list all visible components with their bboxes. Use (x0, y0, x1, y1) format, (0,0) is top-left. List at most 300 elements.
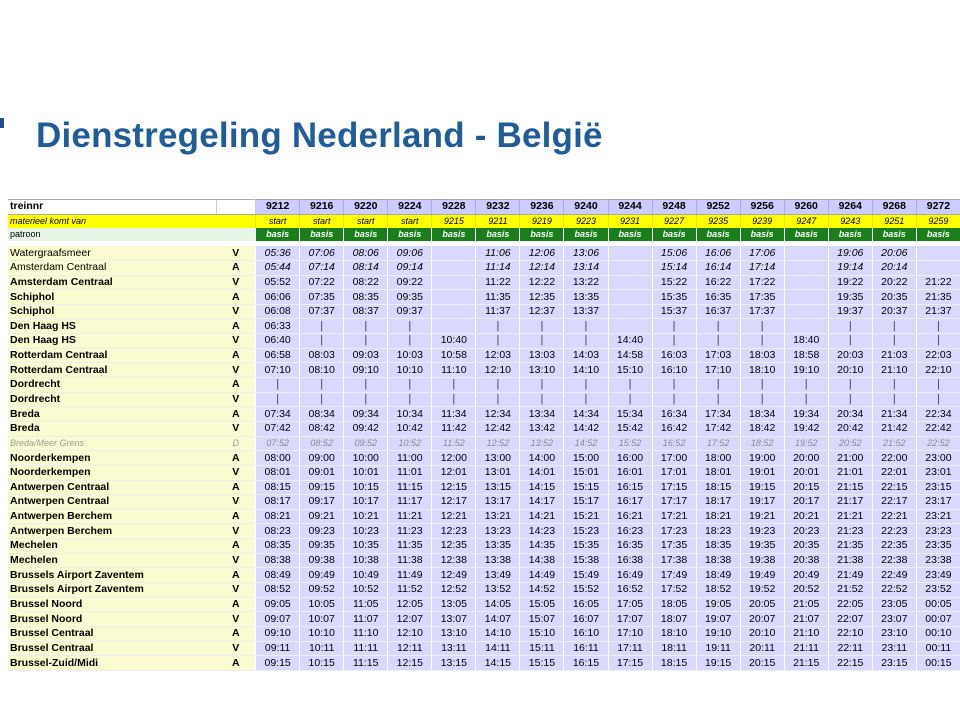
page-title: Dienstregeling Nederland - België (36, 116, 603, 155)
material-origin: start (344, 214, 388, 228)
arrival-departure-code: A (216, 378, 255, 393)
time-cell: 20:01 (784, 465, 828, 480)
arrival-departure-code: V (216, 612, 255, 627)
pattern-value: basis (608, 228, 652, 241)
station-name: Schiphol (8, 304, 216, 319)
table-row (8, 348, 960, 363)
time-cell: 11:23 (388, 524, 432, 539)
time-cell: | (564, 378, 608, 393)
time-cell: | (520, 392, 564, 407)
time-cell: 17:23 (652, 524, 696, 539)
time-cell (784, 260, 828, 275)
time-cell: | (300, 392, 344, 407)
time-cell: 22:42 (916, 421, 960, 436)
time-cell: 07:37 (300, 304, 344, 319)
time-cell: 09:10 (256, 626, 300, 641)
time-cell: 21:52 (872, 436, 916, 451)
slide-accent-bar (0, 118, 4, 128)
time-cell: 18:42 (740, 421, 784, 436)
time-cell: 20:14 (872, 260, 916, 275)
time-cell: 19:37 (828, 304, 872, 319)
time-cell: 12:06 (520, 246, 564, 260)
pattern-value: basis (520, 228, 564, 241)
time-cell: | (476, 392, 520, 407)
arrival-departure-code: V (216, 363, 255, 378)
time-cell: 10:00 (344, 451, 388, 466)
station-name: Breda (8, 421, 216, 436)
time-cell: 21:15 (828, 480, 872, 495)
station-name: Brussel Centraal (8, 641, 216, 656)
time-cell: 08:10 (300, 363, 344, 378)
time-cell: 07:34 (256, 407, 300, 422)
time-cell: 21:07 (784, 612, 828, 627)
time-cell: 06:33 (256, 319, 300, 334)
time-cell: 14:21 (520, 509, 564, 524)
time-cell: 21:15 (784, 656, 828, 671)
time-cell: 08:35 (344, 290, 388, 305)
time-cell: 22:49 (872, 568, 916, 583)
time-cell: 18:03 (740, 348, 784, 363)
time-cell: | (652, 392, 696, 407)
time-cell: 11:11 (344, 641, 388, 656)
header-row (8, 200, 960, 215)
time-cell: 11:14 (476, 260, 520, 275)
train-number: 9216 (300, 200, 344, 215)
arrival-departure-code: V (216, 421, 255, 436)
time-cell: 12:21 (432, 509, 476, 524)
time-cell: 23:00 (916, 451, 960, 466)
time-cell: 22:35 (872, 539, 916, 554)
time-cell: 12:17 (432, 495, 476, 510)
arrival-departure-code: A (216, 597, 255, 612)
time-cell: 21:10 (872, 363, 916, 378)
time-cell: 18:40 (784, 334, 828, 349)
time-cell: | (520, 334, 564, 349)
material-origin: 9239 (740, 214, 784, 228)
material-origin: 9251 (872, 214, 916, 228)
time-cell: 16:52 (608, 583, 652, 598)
time-cell: 18:34 (740, 407, 784, 422)
time-cell: 16:38 (608, 553, 652, 568)
time-cell: 19:23 (740, 524, 784, 539)
time-cell: 10:05 (300, 597, 344, 612)
time-cell: 17:10 (696, 363, 740, 378)
time-cell: 09:14 (388, 260, 432, 275)
time-cell: 10:01 (344, 465, 388, 480)
time-cell: 21:52 (828, 583, 872, 598)
time-cell: 16:01 (608, 465, 652, 480)
timetable (8, 199, 960, 671)
material-origin: start (256, 214, 300, 228)
arrival-departure-code: V (216, 275, 255, 290)
time-cell: 21:03 (872, 348, 916, 363)
table-row (8, 495, 960, 510)
time-cell: | (916, 319, 960, 334)
arrival-departure-code: V (216, 553, 255, 568)
time-cell (608, 260, 652, 275)
time-cell: 20:35 (784, 539, 828, 554)
material-origin: 9247 (784, 214, 828, 228)
time-cell: | (344, 319, 388, 334)
time-cell: 17:35 (740, 290, 784, 305)
time-cell: 12:35 (432, 539, 476, 554)
time-cell: 17:03 (696, 348, 740, 363)
station-name: Noorderkempen (8, 451, 216, 466)
time-cell: 10:34 (388, 407, 432, 422)
time-cell: 15:52 (564, 583, 608, 598)
table-row (8, 553, 960, 568)
time-cell: 21:35 (916, 290, 960, 305)
time-cell: 09:34 (344, 407, 388, 422)
time-cell: 19:05 (696, 597, 740, 612)
time-cell: 17:15 (608, 656, 652, 671)
time-cell: 19:38 (740, 553, 784, 568)
time-cell: 18:01 (696, 465, 740, 480)
time-cell: 12:35 (520, 290, 564, 305)
time-cell: 15:52 (608, 436, 652, 451)
time-cell: 08:52 (300, 436, 344, 451)
time-cell: 11:37 (476, 304, 520, 319)
time-cell: | (476, 378, 520, 393)
time-cell: 11:06 (476, 246, 520, 260)
time-cell: 15:14 (652, 260, 696, 275)
time-cell (784, 246, 828, 260)
time-cell: 13:23 (476, 524, 520, 539)
time-cell: 18:07 (652, 612, 696, 627)
time-cell: 17:21 (652, 509, 696, 524)
time-cell: 10:17 (344, 495, 388, 510)
pattern-value: basis (740, 228, 784, 241)
time-cell: 09:35 (388, 290, 432, 305)
time-cell: 20:06 (872, 246, 916, 260)
time-cell: 09:49 (300, 568, 344, 583)
time-cell: | (784, 378, 828, 393)
time-cell: | (256, 378, 300, 393)
time-cell: | (740, 378, 784, 393)
pattern-row (8, 228, 960, 241)
pattern-av-cell (216, 228, 255, 241)
time-cell: 08:21 (256, 509, 300, 524)
time-cell: 12:49 (432, 568, 476, 583)
train-number: 9264 (828, 200, 872, 215)
time-cell: 09:10 (344, 363, 388, 378)
station-name: Brussel-Zuid/Midi (8, 656, 216, 671)
time-cell: 16:35 (608, 539, 652, 554)
time-cell: | (740, 392, 784, 407)
time-cell: 09:37 (388, 304, 432, 319)
time-cell: 12:15 (432, 480, 476, 495)
time-cell: 21:10 (784, 626, 828, 641)
time-cell: 14:49 (520, 568, 564, 583)
time-cell: 11:22 (476, 275, 520, 290)
time-cell: 21:42 (872, 421, 916, 436)
time-cell: 23:35 (916, 539, 960, 554)
time-cell: | (916, 378, 960, 393)
time-cell: 14:23 (520, 524, 564, 539)
arrival-departure-code: A (216, 539, 255, 554)
time-cell (432, 275, 476, 290)
time-cell: 15:01 (564, 465, 608, 480)
time-cell: 19:42 (784, 421, 828, 436)
time-cell: | (608, 392, 652, 407)
time-cell: 19:49 (740, 568, 784, 583)
time-cell: | (828, 378, 872, 393)
time-cell: 08:06 (344, 246, 388, 260)
time-cell: 17:22 (740, 275, 784, 290)
time-cell: | (696, 392, 740, 407)
time-cell: 00:05 (916, 597, 960, 612)
material-origin: 9231 (608, 214, 652, 228)
time-cell: 15:35 (652, 290, 696, 305)
time-cell: | (520, 319, 564, 334)
time-cell: 13:52 (520, 436, 564, 451)
time-cell: 20:35 (872, 290, 916, 305)
time-cell: 15:42 (608, 421, 652, 436)
time-cell: 10:40 (432, 334, 476, 349)
time-cell: 15:10 (608, 363, 652, 378)
time-cell: 12:52 (432, 583, 476, 598)
time-cell (608, 246, 652, 260)
arrival-departure-code: A (216, 626, 255, 641)
time-cell: 15:37 (652, 304, 696, 319)
time-cell: | (564, 334, 608, 349)
material-origin: 9235 (696, 214, 740, 228)
time-cell: 16:15 (564, 656, 608, 671)
time-cell: 16:35 (696, 290, 740, 305)
station-name: Breda/Meer Grens (8, 436, 216, 451)
time-cell: | (652, 334, 696, 349)
table-row (8, 407, 960, 422)
time-cell: 22:10 (828, 626, 872, 641)
time-cell: 16:23 (608, 524, 652, 539)
time-cell: 20:07 (740, 612, 784, 627)
pattern-value: basis (784, 228, 828, 241)
time-cell: 11:52 (432, 436, 476, 451)
arrival-departure-code: V (216, 524, 255, 539)
time-cell: 15:22 (652, 275, 696, 290)
time-cell: 22:11 (828, 641, 872, 656)
station-name: Brussels Airport Zaventem (8, 568, 216, 583)
time-cell: 15:00 (564, 451, 608, 466)
station-name: Mechelen (8, 553, 216, 568)
time-cell: | (784, 392, 828, 407)
time-cell: 15:15 (564, 480, 608, 495)
train-number: 9224 (388, 200, 432, 215)
time-cell: 10:52 (344, 583, 388, 598)
time-cell: 13:03 (520, 348, 564, 363)
time-cell: | (432, 392, 476, 407)
material-av-cell (216, 214, 255, 228)
time-cell: | (520, 378, 564, 393)
time-cell: 19:15 (696, 656, 740, 671)
station-name: Amsterdam Centraal (8, 260, 216, 275)
time-cell: 13:22 (564, 275, 608, 290)
time-cell: 20:34 (828, 407, 872, 422)
time-cell: 20:23 (784, 524, 828, 539)
time-cell: | (300, 319, 344, 334)
station-name: Watergraafsmeer (8, 246, 216, 260)
time-cell: 11:15 (344, 656, 388, 671)
time-cell: | (256, 392, 300, 407)
time-cell: 15:07 (520, 612, 564, 627)
time-cell: 18:15 (652, 656, 696, 671)
time-cell: 19:07 (696, 612, 740, 627)
time-cell: 12:05 (388, 597, 432, 612)
time-cell: 08:03 (300, 348, 344, 363)
time-cell: 15:10 (520, 626, 564, 641)
time-cell: 23:21 (916, 509, 960, 524)
material-origin: start (388, 214, 432, 228)
table-row (8, 597, 960, 612)
time-cell: 10:11 (300, 641, 344, 656)
train-number: 9272 (916, 200, 960, 215)
time-cell: 20:22 (872, 275, 916, 290)
time-cell: 13:00 (476, 451, 520, 466)
time-cell: 08:17 (256, 495, 300, 510)
time-cell: | (916, 392, 960, 407)
time-cell: 16:00 (608, 451, 652, 466)
arrival-departure-code: V (216, 583, 255, 598)
time-cell: 17:17 (652, 495, 696, 510)
time-cell: 17:06 (740, 246, 784, 260)
time-cell: 16:03 (652, 348, 696, 363)
time-cell: | (740, 334, 784, 349)
time-cell: 22:00 (872, 451, 916, 466)
time-cell: 09:15 (256, 656, 300, 671)
time-cell: 11:35 (476, 290, 520, 305)
time-cell: 18:58 (784, 348, 828, 363)
time-cell: 13:10 (432, 626, 476, 641)
time-cell: | (828, 392, 872, 407)
time-cell: 11:42 (432, 421, 476, 436)
time-cell: 22:15 (872, 480, 916, 495)
time-cell: 00:15 (916, 656, 960, 671)
time-cell: 15:35 (564, 539, 608, 554)
station-name: Dordrecht (8, 392, 216, 407)
arrival-departure-code: V (216, 334, 255, 349)
pattern-value: basis (432, 228, 476, 241)
time-cell: 18:21 (696, 509, 740, 524)
time-cell: 11:10 (432, 363, 476, 378)
time-cell: 19:22 (828, 275, 872, 290)
time-cell: 20:21 (784, 509, 828, 524)
pattern-value: basis (476, 228, 520, 241)
train-number: 9268 (872, 200, 916, 215)
time-cell: 08:42 (300, 421, 344, 436)
material-origin: 9227 (652, 214, 696, 228)
time-cell: 20:49 (784, 568, 828, 583)
time-cell: 21:49 (828, 568, 872, 583)
time-cell: 10:03 (388, 348, 432, 363)
time-cell: 22:01 (872, 465, 916, 480)
time-cell: 22:38 (872, 553, 916, 568)
train-number: 9256 (740, 200, 784, 215)
time-cell (432, 260, 476, 275)
time-cell: 14:38 (520, 553, 564, 568)
time-cell: 17:00 (652, 451, 696, 466)
train-number: 9244 (608, 200, 652, 215)
arrival-departure-code: V (216, 641, 255, 656)
arrival-departure-code: A (216, 451, 255, 466)
arrival-departure-code: A (216, 407, 255, 422)
time-cell: 09:05 (256, 597, 300, 612)
table-row (8, 275, 960, 290)
station-name: Den Haag HS (8, 334, 216, 349)
time-cell: 21:34 (872, 407, 916, 422)
time-cell: 09:11 (256, 641, 300, 656)
time-cell: 09:52 (344, 436, 388, 451)
time-cell: 13:38 (476, 553, 520, 568)
station-name: Antwerpen Centraal (8, 495, 216, 510)
time-cell: | (388, 319, 432, 334)
time-cell: 12:11 (388, 641, 432, 656)
time-cell: 22:34 (916, 407, 960, 422)
time-cell: 09:23 (300, 524, 344, 539)
train-number: 9248 (652, 200, 696, 215)
time-cell: 20:52 (828, 436, 872, 451)
time-cell: | (388, 334, 432, 349)
time-cell: 15:06 (652, 246, 696, 260)
time-cell: 13:15 (432, 656, 476, 671)
time-cell: 15:11 (520, 641, 564, 656)
time-cell: 08:00 (256, 451, 300, 466)
time-cell: 21:38 (828, 553, 872, 568)
time-cell: 08:37 (344, 304, 388, 319)
time-cell: 08:22 (344, 275, 388, 290)
pattern-label: patroon (8, 228, 216, 241)
time-cell: 10:07 (300, 612, 344, 627)
time-cell: | (300, 334, 344, 349)
time-cell: 14:10 (564, 363, 608, 378)
table-row (8, 539, 960, 554)
time-cell: 07:52 (256, 436, 300, 451)
time-cell: 16:52 (652, 436, 696, 451)
table-row (8, 480, 960, 495)
time-cell: 09:21 (300, 509, 344, 524)
time-cell: 19:34 (784, 407, 828, 422)
time-cell: 22:07 (828, 612, 872, 627)
time-cell: 10:58 (432, 348, 476, 363)
time-cell (916, 260, 960, 275)
material-origin: 9215 (432, 214, 476, 228)
time-cell: 22:52 (916, 436, 960, 451)
time-cell: 14:00 (520, 451, 564, 466)
time-cell (784, 304, 828, 319)
time-cell: | (564, 319, 608, 334)
time-cell: 07:42 (256, 421, 300, 436)
time-cell: | (344, 392, 388, 407)
time-cell: 13:14 (564, 260, 608, 275)
time-cell: 05:44 (256, 260, 300, 275)
time-cell: 07:22 (300, 275, 344, 290)
time-cell: 21:21 (828, 509, 872, 524)
time-cell: 11:38 (388, 553, 432, 568)
time-cell: 14:34 (564, 407, 608, 422)
time-cell: 00:11 (916, 641, 960, 656)
time-cell: 13:11 (432, 641, 476, 656)
time-cell: 18:00 (696, 451, 740, 466)
time-cell: 20:00 (784, 451, 828, 466)
time-cell: 08:52 (256, 583, 300, 598)
time-cell (608, 304, 652, 319)
time-cell: 00:07 (916, 612, 960, 627)
time-cell: 16:49 (608, 568, 652, 583)
time-cell: 10:10 (300, 626, 344, 641)
time-cell: 22:23 (872, 524, 916, 539)
time-cell: 17:01 (652, 465, 696, 480)
time-cell: 11:10 (344, 626, 388, 641)
table-row (8, 304, 960, 319)
